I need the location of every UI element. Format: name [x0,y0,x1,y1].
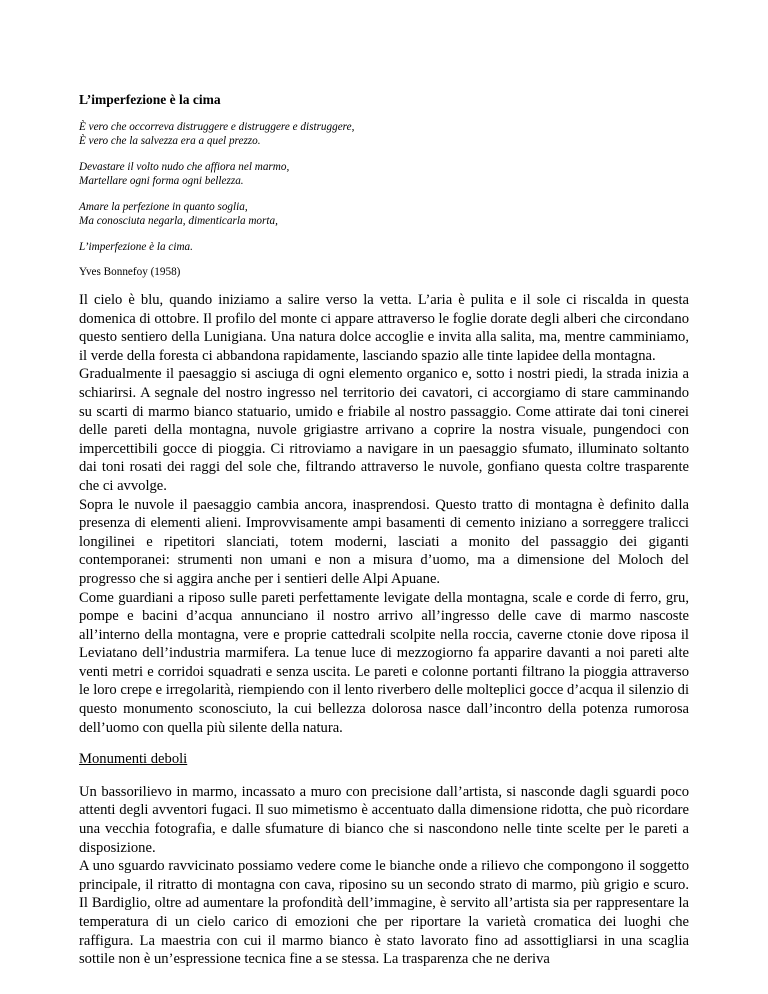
poem-stanza [79,160,689,188]
poem-line: Martellare ogni forma ogni bellezza. [79,175,244,187]
paragraph: A uno sguardo ravvicinato possiamo vedere come le bianche onde a rilievo che compongono il soggetto principale, il ritratto di montagna con cava, riposino su un secondo strato di marmo, più grigio e scuro. Il Bardiglio, oltre ad aumentare la profondità dell’immagine, è servito all’artista sia per rappresentare la temperatura di un cielo carico di emozioni che per riportare la varietà cromatica dei luoghi che raffigura. La maestria con cui il marmo bianco è stato lavorato fino ad assottigliarsi in una scaglia sottile non è un’espressione tecnica fine a se stessa. La trasparenza che ne deriva [79,858,689,968]
poem-stanza [79,120,689,148]
body-text [79,291,689,737]
document-title: L’imperfezione è la cima [79,92,221,107]
paragraph: Gradualmente il paesaggio si asciuga di ogni elemento organico e, sotto i nostri piedi, la strada inizia a schiarirsi. A segnale del nostro ingresso nel territorio dei cavatori, ci accorgiamo di stare camminando su scarti di marmo bianco statuario, umido e friabile al nostro passaggio. Come attirate dai toni cinerei delle pareti della montagna, nuvole grigiastre arrivano a coprire la nostra visuale, pungendoci con impercettibili gocce di pioggia. Ci ritroviamo a navigare in un paesaggio sfumato, illuminato soltanto dai toni rosati dei raggi del sole che, filtrando attraverso le nuvole, gonfiano questa coltre trasparente che ci avvolge. [79,366,689,494]
poem-stanza [79,240,689,254]
body-text-2 [79,783,689,969]
poem-line: È vero che la salvezza era a quel prezzo. [79,135,261,147]
poem-line: È vero che occorreva distruggere e distruggere e distruggere, [79,121,355,133]
poem-line: Amare la perfezione in quanto soglia, [79,201,248,213]
paragraph: Un bassorilievo in marmo, incassato a muro con precisione dall’artista, si nasconde dagli sguardi poco attenti degli avventori fugaci. Il suo mimetismo è accentuato dalla dimensione ridotta, che può ricordare una vecchia fotografia, e dalle sfumature di bianco che si nascondono nelle tinte scelte per le pareti a disposizione. [79,783,689,856]
document-page [79,92,689,969]
paragraph: Come guardiani a riposo sulle pareti perfettamente levigate della montagna, scale e corde di ferro, gru, pompe e bacini d’acqua annunciano il nostro arrivo all’ingresso delle cave di marmo nascoste all’interno della montagna, vere e proprie cattedrali scolpite nella roccia, caverne ctonie dove riposa il Leviatano dell’industria marmifera. La tenue luce di mezzogiorno fa apparire davanti a noi pareti alte venti metri e corridoi squadrati e senza uscita. Le pareti e colonne portanti filtrano la pioggia attraverso le loro crepe e irregolarità, riempiendo con il lento riverbero delle molteplici gocce d’acqua il silenzio di questo monumento sconosciuto, la cui bellezza dolorosa nasce dall’incontro della potenza rumorosa dell’uomo con quella più silente della natura. [79,589,689,736]
paragraph: Il cielo è blu, quando iniziamo a salire verso la vetta. L’aria è pulita e il sole ci riscalda in questa domenica di ottobre. Il profilo del monte ci appare attraverso le foglie dorate degli alberi che circondano questo sentiero della Lunigiana. Una natura dolce accoglie e invita alla salita, ma, mentre camminiamo, il verde della foresta ci abbandona rapidamente, lasciando spazio alle tinte lapidee della montagna. [79,292,689,364]
section-heading: Monumenti deboli [79,751,188,768]
poem-stanza [79,200,689,228]
poem-line: L’imperfezione è la cima. [79,241,193,253]
poem-line: Ma conosciuta negarla, dimenticarla morta, [79,215,278,227]
poem [79,120,689,254]
poem-line: Devastare il volto nudo che affiora nel marmo, [79,161,290,173]
paragraph: Sopra le nuvole il paesaggio cambia ancora, inasprendosi. Questo tratto di montagna è definito dalla presenza di elementi alieni. Improvvisamente ampi basamenti di cemento iniziano a sorreggere tralicci longilinei e ripetitori slanciati, totem moderni, lasciati a monito del passaggio dei giganti contemporanei: strumenti non umani e non a misura d’uomo, ma a dimensione del Moloch del progresso che si aggira anche per i sentieri delle Alpi Apuane. [79,496,689,587]
poem-author: Yves Bonnefoy (1958) [79,266,181,278]
